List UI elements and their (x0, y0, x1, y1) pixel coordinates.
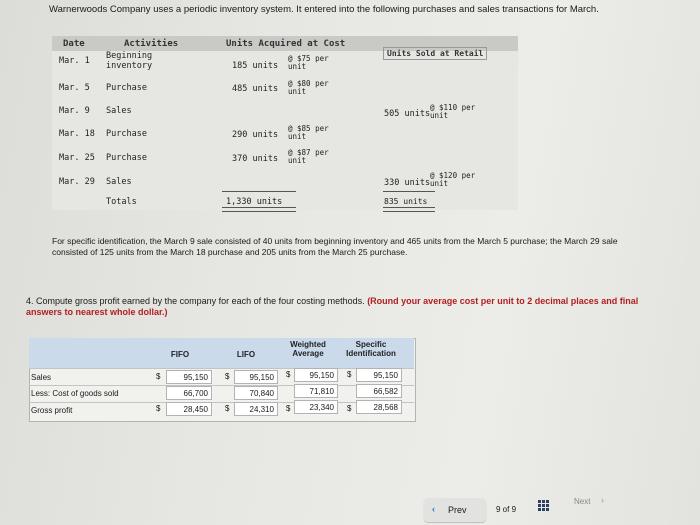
next-button[interactable] (566, 494, 618, 512)
row-5-activity: Purchase (106, 153, 147, 163)
specific-identification-note: For specific identification, the March 9 sale consisted of 40 units from beginning inventory and 465 units from the March 5 purchase; the March 29 sale consisted of 125 units from the March 18 purchase and 205 units from the March 25 purchase. (52, 236, 618, 257)
wavg-sales-input[interactable] (294, 368, 338, 382)
prev-button[interactable] (424, 498, 486, 522)
lifo-cogs-value: 70,840 (249, 389, 274, 398)
dollar-sign: $ (286, 370, 291, 379)
totals-sold: 835 units (384, 197, 428, 206)
totals-label: Totals (106, 197, 137, 207)
row-5-units: 370 units (232, 154, 279, 164)
problem-intro: Warnerwoods Company uses a periodic inventory system. It entered into the following purchases and sales transactions for March. (49, 4, 599, 15)
fifo-sales-value: 95,150 (183, 373, 208, 382)
question-4 (26, 296, 646, 318)
row-3-sold-cost: @ $110 per unit (430, 103, 476, 120)
label-cogs: Less: Cost of goods sold (31, 389, 119, 398)
lifo-gross-profit-input[interactable] (234, 402, 278, 416)
page-indicator: 9 of 9 (496, 505, 517, 514)
row-3-date: Mar. 9 (59, 106, 90, 116)
chevron-right-icon: › (601, 495, 604, 505)
totals-double-rule-sold (383, 207, 435, 212)
totals-acquired: 1,330 units (226, 197, 283, 207)
header-activities: Activities (124, 39, 179, 49)
row-6-date: Mar. 29 (59, 177, 95, 187)
header-weighted-average: Weighted Average (290, 340, 326, 358)
fifo-sales-input[interactable] (166, 370, 212, 384)
label-sales: Sales (31, 373, 52, 382)
header-date: Date (63, 39, 85, 49)
spec-gross-profit-input[interactable] (356, 400, 402, 414)
header-units-sold: Units Sold at Retail (383, 47, 487, 60)
wavg-cogs-value: 71,810 (309, 387, 334, 396)
dollar-sign: $ (225, 372, 230, 381)
question-instruction: (Round your average cost per unit to 2 decimal places and final answers to nearest whole dollar.) (26, 296, 639, 317)
wavg-cogs-input[interactable] (294, 384, 338, 398)
wavg-sales-value: 95,150 (309, 371, 334, 380)
row-4-date: Mar. 18 (59, 129, 95, 139)
spec-gross-profit-value: 28,568 (373, 403, 398, 412)
row-4-units: 290 units (232, 130, 279, 140)
row-2-date: Mar. 5 (59, 83, 90, 93)
spec-sales-input[interactable] (356, 368, 402, 382)
dollar-sign: $ (156, 404, 161, 413)
dollar-sign: $ (286, 404, 291, 413)
fifo-cogs-value: 66,700 (183, 389, 208, 398)
row-2-units: 485 units (232, 84, 279, 94)
dollar-sign: $ (347, 404, 352, 413)
row-6-activity: Sales (106, 177, 132, 187)
question-text: 4. Compute gross profit earned by the company for each of the four costing methods. (26, 296, 368, 306)
row-4-activity: Purchase (106, 129, 147, 139)
row-1-date: Mar. 1 (59, 56, 90, 66)
row-5-date: Mar. 25 (59, 153, 95, 163)
fifo-gross-profit-value: 28,450 (183, 405, 208, 414)
row-2-activity: Purchase (106, 83, 147, 93)
dollar-sign: $ (347, 370, 352, 379)
row-6-sold-cost: @ $120 per unit (430, 171, 476, 188)
dollar-sign: $ (225, 404, 230, 413)
dollar-sign: $ (156, 372, 161, 381)
lifo-cogs-input[interactable] (234, 386, 278, 400)
header-units-acquired: Units Acquired at Cost (226, 39, 346, 49)
lifo-gross-profit-value: 24,310 (249, 405, 274, 414)
spec-cogs-input[interactable] (356, 384, 402, 398)
row-3-activity: Sales (106, 106, 132, 116)
row-6-sold-units: 330 units (384, 178, 431, 188)
fifo-gross-profit-input[interactable] (166, 402, 212, 416)
totals-rule-sold (383, 191, 435, 192)
row-1-activity: Beginning inventory (106, 51, 153, 71)
grid-icon[interactable] (538, 500, 550, 512)
spec-sales-value: 95,150 (373, 371, 398, 380)
row-5-cost: @ $87 per unit (288, 148, 329, 165)
row-1-cost: @ $75 per unit (288, 54, 329, 71)
header-lifo: LIFO (236, 350, 256, 359)
row-2-cost: @ $80 per unit (288, 79, 329, 96)
header-fifo: FIFO (170, 350, 190, 359)
prev-label: Prev (448, 505, 467, 515)
totals-double-rule-acquired (222, 207, 296, 212)
row-4-cost: @ $85 per unit (288, 124, 329, 141)
label-gross-profit: Gross profit (31, 406, 73, 415)
wavg-gross-profit-value: 23,340 (309, 403, 334, 412)
header-specific-identification: Specific Identification (346, 340, 396, 358)
lifo-sales-input[interactable] (234, 370, 278, 384)
fifo-cogs-input[interactable] (166, 386, 212, 400)
wavg-gross-profit-input[interactable] (294, 400, 338, 414)
totals-rule-acquired (222, 191, 296, 192)
row-1-units: 185 units (232, 61, 279, 71)
next-label: Next (574, 497, 591, 506)
row-3-sold-units: 505 units (384, 109, 431, 119)
spec-cogs-value: 66,582 (373, 387, 398, 396)
lifo-sales-value: 95,150 (249, 373, 274, 382)
chevron-left-icon: ‹ (432, 504, 435, 514)
